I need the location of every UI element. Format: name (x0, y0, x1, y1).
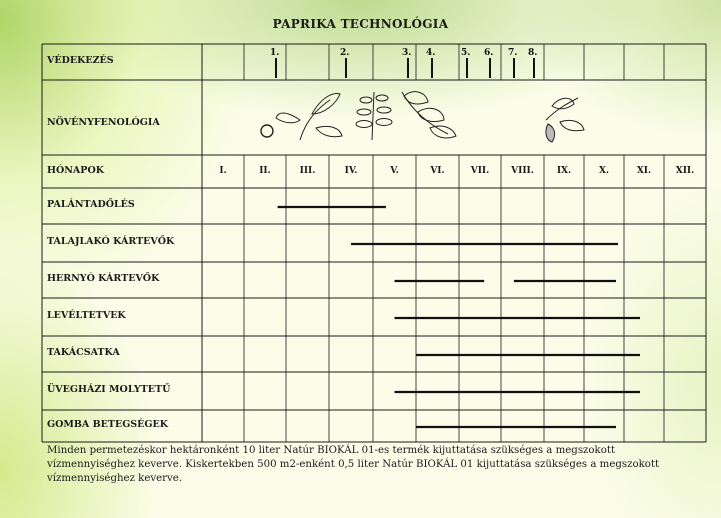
seed-sprout-icon (261, 125, 273, 137)
row-label-vedekezes: VÉDEKEZÉS (47, 55, 114, 66)
spray-number-4: 4. (426, 48, 436, 58)
month-label-8: VIII. (511, 166, 534, 176)
row-label-pest-6: ÜVEGHÁZI MOLYTETŰ (47, 384, 171, 395)
month-label-11: XI. (636, 166, 652, 176)
month-label-6: VI. (430, 166, 445, 176)
row-label-fenologia: NÖVÉNYFENOLÓGIA (47, 117, 160, 128)
row-label-pest-1: PALÁNTADŐLÉS (47, 199, 135, 210)
month-label-12: XII. (675, 166, 695, 176)
month-label-3: III. (299, 166, 316, 176)
month-label-7: VII. (470, 166, 490, 176)
month-label-2: II. (259, 166, 271, 176)
row-label-pest-5: TAKÁCSATKA (47, 347, 120, 358)
month-label-1: I. (219, 166, 227, 176)
month-label-9: IX. (556, 166, 572, 176)
leafy-pepper-plant-icon (402, 92, 456, 138)
spray-number-1: 1. (270, 48, 280, 58)
row-label-pest-2: TALAJLAKÓ KÁRTEVŐK (47, 236, 175, 247)
fruiting-pepper-plant-icon (546, 98, 584, 142)
month-label-5: V. (390, 166, 399, 176)
spray-number-6: 6. (484, 48, 494, 58)
row-label-pest-3: HERNYÓ KÁRTEVŐK (47, 273, 160, 284)
spray-number-7: 7. (508, 48, 518, 58)
flowering-pepper-plant-icon (356, 92, 392, 140)
spray-markers (270, 48, 537, 78)
spray-number-3: 3. (402, 48, 412, 58)
row-label-honapok: HÓNAPOK (47, 165, 104, 176)
page-title: PAPRIKA TECHNOLÓGIA (272, 17, 449, 31)
row-label-pest-7: GOMBA BETEGSÉGEK (47, 419, 169, 430)
spray-number-2: 2. (340, 48, 350, 58)
usage-note: Minden permetezéskor hektáronként 10 liter Natúr BIOKÁL 01-es termék kijuttatása szükséges a megszokott vízmennyiséghez keverve. Kiskertekben 500 m2-enként 0,5 liter Natúr BIOKÁL 01 kijuttatása szükséges a megszokott vízmennyiséghez keverve. (47, 445, 660, 484)
month-label-10: X. (598, 166, 610, 176)
spray-number-5: 5. (461, 48, 471, 58)
month-label-4: IV. (344, 166, 358, 176)
plant-phenology-drawings (261, 92, 584, 142)
young-pepper-plant-icon (276, 94, 342, 140)
row-label-pest-4: LEVÉLTETVEK (47, 310, 126, 321)
spray-number-8: 8. (528, 48, 538, 58)
